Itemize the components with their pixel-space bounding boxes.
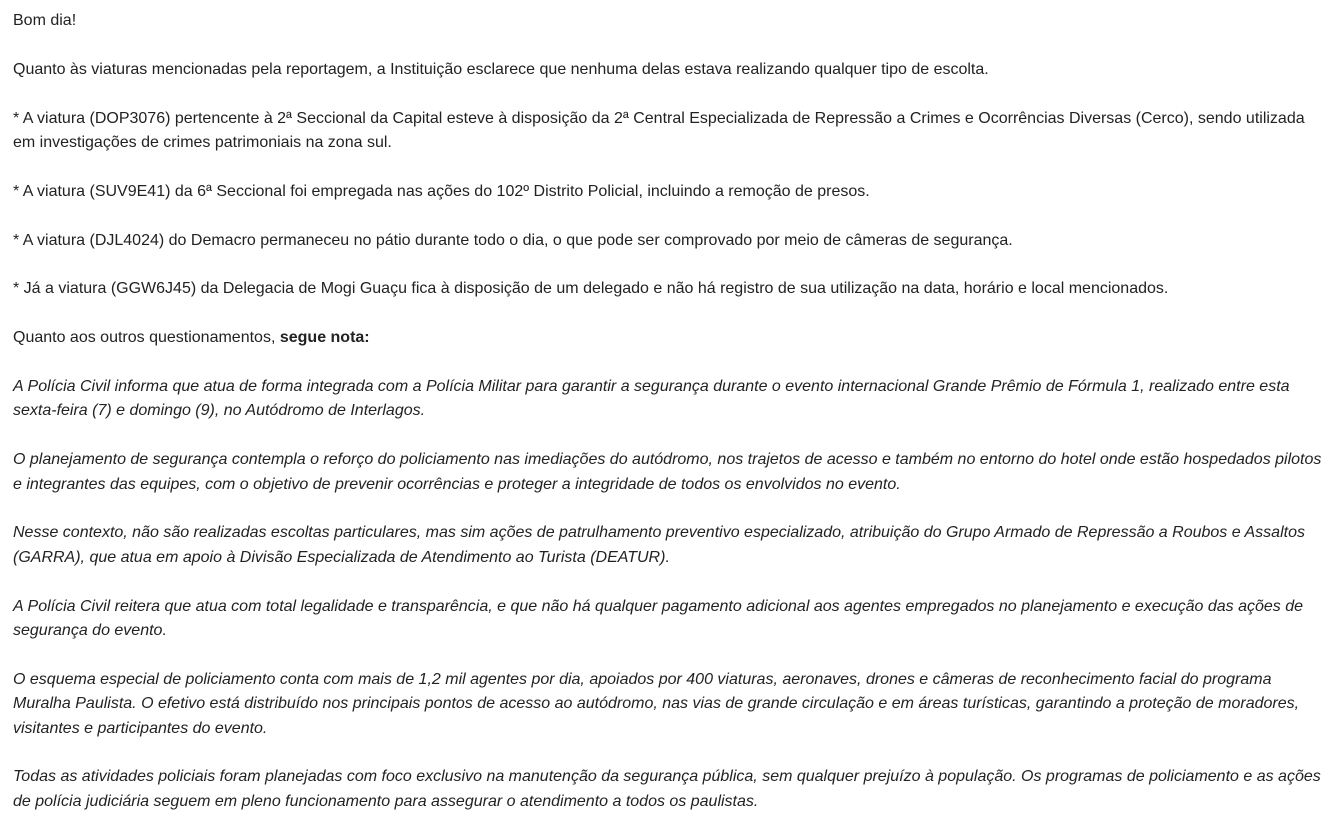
note-intro-paragraph: [13, 326, 1331, 350]
greeting: Bom dia!: [13, 12, 77, 29]
note-intro-bold: segue nota:: [279, 329, 370, 347]
note-paragraph: Nesse contexto, não são realizadas escoltas particulares, mas sim ações de patrulhamento preventivo especializado, atribuição do Grupo Armado de Repressão a Roubos e Assaltos (GARRA), que atua em apoio à Divisão Especializada de Atendimento ao Turista (DEATUR).: [13, 524, 1305, 566]
note-paragraph: O esquema especial de policiamento conta com mais de 1,2 mil agentes por dia, apoiados por 400 viaturas, aeronaves, drones e câmeras de reconhecimento facial do programa Muralha Paulista. O efetivo está distribuído nos principais pontos de acesso ao autódromo, nas vias de grande circulação e em áreas turísticas, garantindo a proteção de moradores, visitantes e participantes do evento.: [13, 670, 1300, 737]
intro-paragraph: Quanto às viaturas mencionadas pela reportagem, a Instituição esclarece que nenhuma delas estava realizando qualquer tipo de escolta.: [13, 60, 989, 78]
email-body: [13, 9, 1331, 839]
note-paragraph: O planejamento de segurança contempla o reforço do policiamento nas imediações do autódromo, nos trajetos de acesso e também no entorno do hotel onde estão hospedados pilotos e integrantes das equipes, com o objetivo de prevenir ocorrências e proteger a integridade de todos os envolvidos no evento.: [13, 451, 1322, 493]
vehicle-item: * A viatura (DJL4024) do Demacro permaneceu no pátio durante todo o dia, o que pode ser comprovado por meio de câmeras de segurança.: [13, 231, 1013, 249]
vehicle-item: * A viatura (DOP3076) pertencente à 2ª Seccional da Capital esteve à disposição da 2ª Central Especializada de Repressão a Crimes e Ocorrências Diversas (Cerco), sendo utilizada em investigações de crimes patrimoniais na zona sul.: [13, 109, 1305, 151]
note-paragraph: A Polícia Civil informa que atua de forma integrada com a Polícia Militar para garantir a segurança durante o evento internacional Grande Prêmio de Fórmula 1, realizado entre esta sexta-feira (7) e domingo (9), no Autódromo de Interlagos.: [13, 377, 1290, 420]
vehicle-item: * A viatura (SUV9E41) da 6ª Seccional foi empregada nas ações do 102º Distrito Policial, incluindo a remoção de presos.: [13, 182, 870, 200]
note-paragraph: A Polícia Civil reitera que atua com total legalidade e transparência, e que não há qualquer pagamento adicional aos agentes empregados no planejamento e execução das ações de segurança do evento.: [13, 597, 1304, 639]
vehicle-item: * Já a viatura (GGW6J45) da Delegacia de Mogi Guaçu fica à disposição de um delegado e não há registro de sua utilização na data, horário e local mencionados.: [13, 280, 1169, 298]
note-intro-text: Quanto aos outros questionamentos,: [13, 329, 280, 347]
note-paragraph: Todas as atividades policiais foram planejadas com foco exclusivo na manutenção da segurança pública, sem qualquer prejuízo à população. Os programas de policiamento e as ações de polícia judiciária seguem em pleno funcionamento para assegurar o atendimento a todos os paulistas.: [13, 768, 1321, 810]
